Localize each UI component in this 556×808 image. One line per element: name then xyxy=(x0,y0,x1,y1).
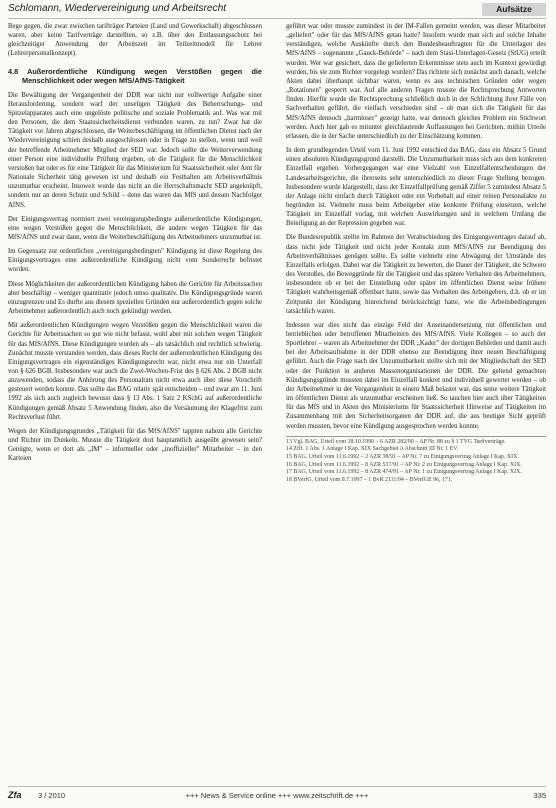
footnote: 15 BAG, Urteil vom 11.6.1992 – 2 AZR 38/91 – AP Nr. 7 zu Einigungsvertrag Anlage I Kap. XIX. xyxy=(286,453,519,460)
paragraph: geführt war oder musste zumindest in der IM-Fallen gemeint werden, was dieser Mitarbeiter „geliefert" oder für das MfS/AfNS getan hatte? Insofern wurde man sich auf solche Inhalte verständigen, welche Auskünfte durch den Bundesbeauftragten für die Unterlagen des MfS/AfNS – sogenannte „Gauck-Behörde" – nach dem Stasi-Unterlagen-Gesetz (StUG) erteilt wurden. Wer war gesichert, dass die gelieferten Erkenntnisse stets auch im Kontext gewürdigt wurden, bis sie zum Richter vorgelegt wurden? Das richtete sich zunächst auch danach, welche Akten dabei überhaupt sichtbar waren, wenn es aus technischen Gründen oder wegen „Rotationen" gesperrt war. Auf alle anderen Fragen musste die Rechtsprechung Antworten finden. Hierfür wurde die Rechtsprechung schließlich doch in der Schlichtung ihrer Fälle von Sachverhalten geführt, die vielfach verschieden sind – ob man sich die Tätigkeit für das MfS/AfNS dennoch „harmloser" gezeigt hatte, war dennoch gleiches Problem ein Stichwort werden. Auch hier gab es mitunter gleichlautende Auffassungen bei Gerichten, mithin Urteile erlassen, die in der Sache unterschiedlich zu der Einschätzung kommen. xyxy=(286,23,546,140)
paragraph: Mit außerordentlichen Kündigungen wegen Verstößen gegen die Menschlichkeit waren die Gerichte für Arbeitssachen so gut wie nicht befasst, wohl aber mit solchen wegen Tätigkeit für das MfS/AfNS. Diese Kündigungen wurden als – als tatsächlich und rechtlich schwierig. Zunächst musste verstanden werden, dass dieses Recht der außerordentlichen Kündigung des Einigungsvertrages ein eigenständiges Kündigungsrecht war, nicht etwa nur ein Unterfall von § 626 BGB. Insbesondere war auch die Zwei-Wochen-Frist des § 626 Abs. 2 BGB nicht anzuwenden, sodass die Anhörung des Personalrats nicht etwa auch über diese Vorschrift gesteuert werden konnte. Das sollte das BAG relativ spät entscheiden – und zwar am 11. Juni 1992 als sich auch zugleich bewusst dass § 13 Abs. 1 Satz 2 KSchG auf außerordentliche Kündigungen gemäß Absatz 5 Anwendung finden, also die Versäumung der Klagefrist zum Rechtsverlust führt. xyxy=(8,322,262,421)
running-title: Schlomann, Wiedervereinigung und Arbeitsrecht xyxy=(8,3,227,14)
section-heading: 4.8 Außerordentliche Kündigung wegen Verstößen gegen die Menschlichkeit oder wegen MfS/AfNS-Tätigkeit xyxy=(8,66,262,85)
paragraph: Indessen war dies nicht das einzige Feld der Auseinandersetzung mit öffentlichen und betrieblichen oder betroffenen Mitarbeitern des MfS/AfNS. Viele Kollegen – so auch der Sportlehrer – waren als Arbeitnehmer der DDR „Kader" der dortigen Behörden und damit auch bei der Arbeitsaufnahme in der DDR ebenso zur Beendigung ihrer neuen Beschäftigung geführt. Auch die Frage nach der Unzumutbarkeit stellte sich mit der Mitgliedschaft der SED oder der Funktion in anderen Massenorganisationen der DDR. Die geltend gemachten Kündigungsgründe mussten dabei im Einzelfall konkret und individuell gewertet werden – ob der Arbeitnehmer in der Vergangenheit in einem Maß belastet war, das seine weitere Tätigkeit im öffentlichen Dienst als unzumutbar erscheinen ließ. So tauchen hier auch über Tätigkeiten für das MfS und in Akten des Ministeriums für Staatssicherheit Hinweise auf Tätigkeiten im Zusammenhang mit den Sicherheitsorganen der DDR auf, die aus heutiger Sicht geprüft werden mussten, bevor eine Kündigung ausgesprochen werden konnte. xyxy=(286,321,546,430)
section-rubric: Aufsätze xyxy=(482,3,546,16)
footnote: 13 Vgl. BAG, Urteil vom 18.10.1990 – 6 AZR 282/90 – AP Nr. 88 zu § 1 TVG Tarifverträge. xyxy=(286,438,506,445)
page-header xyxy=(8,2,546,19)
paragraph: Der Einigungsvertrag normiert zwei vereinigungsbedingte außerordentliche Kündigungen, eine wegen Verstößen gegen die Menschlichkeit, die andere wegen Tätigkeit für das MfS/AfNS und zwar dann, wenn die Weiterbeschäftigung des Arbeitnehmers unzumutbar ist. xyxy=(8,215,262,241)
footnote: 14 Ziff. 1 Abs. 1 Anlage I Kap. XIX Sachgebiet A Abschnitt III Nr. 1 EV. xyxy=(286,446,459,453)
paragraph: Diese Möglichkeiten der außerordentlichen Kündigung haben die Gerichte für Arbeitssachen aber beschäftigt – weniger quantitativ jedoch umso qualitativ. Die Kündigungsgründe waren einzugrenzen und Es durfte aus diesem speziellen Gründen nur außerordentlich gegen solche Arbeitnehmer außerordentlich auch noch gekündigt werden. xyxy=(8,280,262,316)
left-column xyxy=(8,22,262,469)
paragraph: Die Bundesrepublik stellte im Rahmen der Verabschiedung des Einigungsvertrages darauf ab, dass nicht jede Tätigkeit und nicht jeder Kontakt zum MfS/AfNS zur Beendigung des Arbeitsverhältnisses genügen sollte. Es sollte vielmehr eine Abwägung der Umstände des Einzelfalls erfolgen. Dabei war die Tätigkeit zu bewerten, die Dauer der Tätigkeit, die Schwere des Verstoßes, die Beweggründe für die Tätigkeit und das spätere Verhalten des Arbeitnehmers, insbesondere ob er bei der Einstellung oder später im öffentlichen Dienst seine frühere Tätigkeit wahrheitsgemäß offenbart hatte, sowie das Verhalten des Arbeitgebers, d.h. ob er im Zeitpunkt der Kündigung hinreichend berücksichtigt hatte, wie die Arbeitsbedingungen tatsächlich waren. xyxy=(286,234,546,315)
journal-logo: Zfa xyxy=(8,790,22,800)
page-footer xyxy=(8,786,546,805)
footnote: 17 BAG, Urteil vom 11.6.1992 – 8 AZR 474/91 – AP Nr. 1 zu Einigungsvertrag Anlage I Kap. XIX. xyxy=(286,469,522,476)
footnote: 16 BAG, Urteil vom 11.6.1992 – 8 AZR 537/91 – AP Nr. 2 zu Einigungsvertrag Anlage I Kap. XIX. xyxy=(286,461,522,468)
paragraph: Die Bewältigung der Vergangenheit der DDR war nicht nur vollwertige Aufgabe einer Herausforderung, sondern warf der unseligen Tätigkeit des Beherrschungs- und Spitzelapparates auch eine ungelöste politische und soziale Problematik auf. Was war mit den Personen, die dem Staatssicherheitsdienst verbunden waren, zu tun? Zwar hat die Tätigkeit vor Jahren abgeschlossen, die Weiterbeschäftigung im öffentlichen Dienst nach der Wiedervereinigung schien deshalb ausgeschlossen oder in Frage zu stellen, wenn und weil der betreffende Arbeitnehmer Mitglied der SED war. Jedoch sollte die Weiterverwendung einer Person eine individuelle Prüfung ergeben, ob die Tätigkeit für die Menschlichkeit verstoßen hat oder es für eine Tätigkeit für das Ministerium für Staatssicherheit oder Amt für Nationale Sicherheit tätig gewesen ist und deshalb ein Festhalten am Arbeitsverhältnis unzumutbar erscheint. Insoweit wurde das nicht an die Herrschaftsmacht SED angeknüpft, sondern nur an deren Schutz und Schild – denn das waren das MfS und dessen Nachfolger AfNS. xyxy=(8,91,262,209)
footer-website: +++ News & Service online +++ www.zeitschrift.de +++ xyxy=(185,791,369,800)
footnotes xyxy=(286,436,546,485)
issue-number: 3 / 2010 xyxy=(38,791,66,800)
paragraph: In dem grundlegenden Urteil vom 11. Juni 1992 entschied das BAG, dass ein Absatz 5 Grund einen absoluten Kündigungsgrund darstellt. Die Unzumutbarkeit muss sich aus dem konkreten Einzelfall ergeben. Vorhergegangen war eine Vielzahl von Einzelfallentscheidungen der Landesarbeitsgerichte, die ihrerseits sehr unterschiedlich zu dieser Frage Stellung bezogen. Insbesondere wurde klargestellt, dass der Einzelfallprüfung gemäß Ziffer 5 zumindest Absatz 5 der Anlage nicht einfach durch Tätigkeit oder ein Vorbehalt auf einer reinen Personalakte zu begründen ist. Vielmehr muss beim Arbeitgeber eine konkrete Prüfung einsetzen, welche Tätigkeit im Einzelfall vorlag, mit welchen Auswirkungen und in welchem Umfang die Beteiligung an der Repression gegeben war. xyxy=(286,147,546,228)
page-number: 335 xyxy=(533,791,546,800)
paragraph: Wegen der Kündigungsgrundes „Tätigkeit für das MfS/AfNS" tappten nahezu alle Gerichte und Richter im Dunkeln. Musste die Tätigkeit dort hauptamtlich ausgeübt gewesen sein? Genügte, wenn er dort als „IM" – informeller oder „inoffizieller" Mitarbeiter – in den Karteien xyxy=(8,427,262,463)
paragraph: Bege gegen, die zwar zwischen tarifträger Parteien (Land und Gewerkschaft) abgeschlossen waren, aber keine Tarifverträge darstellten, so z.B. über den Entlassungsschutz bei gleichzeitiger Anwendung der Arbeitszeit im Teilzeitmodell für Lehrer (Lehrerpersonalkonzept). xyxy=(8,23,262,58)
footnote: 18 BVerfG, Urteil vom 8.7.1997 – 1 BvR 2111/94 – BVerfGE 96, 171. xyxy=(286,476,453,483)
right-column xyxy=(286,22,546,484)
paragraph: Im Gegensatz zur ordentlichen „vereinigungsbedingten" Kündigung ist diese Regelung des Einigungsvertrages eine außerordentliche Kündigung nicht vom Sonderrecht befristet worden. xyxy=(8,248,262,274)
